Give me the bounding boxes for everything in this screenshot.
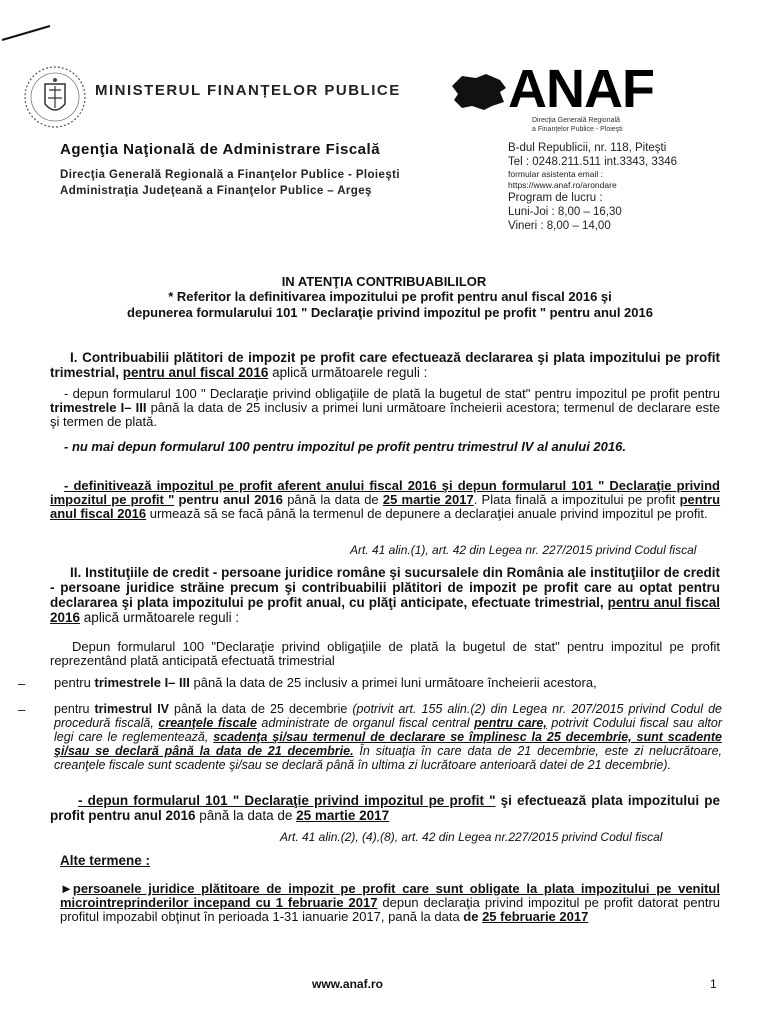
list-dash-2: –: [18, 702, 26, 717]
section2-item1-end: până la data de 25 inclusiv a primei luni următoare încheierii acestora,: [189, 675, 597, 690]
notice-subtitle: [40, 289, 740, 321]
ministry-name: MINISTERUL FINANȚELOR PUBLICE: [95, 82, 401, 99]
contact-hours-fri: Vineri : 8,00 – 14,00: [508, 220, 611, 232]
section1-p3-date: 25 martie 2017: [382, 492, 474, 507]
section2-heading-end: aplică următoarele reguli :: [80, 610, 240, 625]
triangle-bullet-icon: ►: [60, 881, 73, 896]
regional-directorate-line1: Direcţia Generală Regională a Finanţelor Publice - Ploieşti: [60, 169, 400, 181]
other-p1-underlined: persoanele juridice plătitoare de impozit pe profit care sunt obligate la plata impozitului pe venitul microintreprinderilor incepand cu 1 februarie 2017: [60, 881, 720, 910]
section2-paragraph1: Depun formularul 100 "Declaraţie privind obligaţiile de plată la bugetul de stat" pentru impozitul pe profit reprezentând plată anticipată efectuată trimestrial: [50, 639, 720, 668]
contact-phone: Tel : 0248.211.511 int.3343, 3346: [508, 156, 678, 168]
section2-item2-for-which: pentru care,: [474, 716, 547, 730]
county-administration: Administraţia Judeţeană a Finanţelor Publice – Argeş: [60, 185, 372, 197]
anaf-subtitle-line2: a Finanţelor Publice - Ploieşti: [532, 126, 623, 133]
section2-item1-bold: trimestrele I– III: [94, 675, 190, 690]
section2-item2-italic: (potrivit art. 155 alin.(2) din Legea nr. 207/2015 privind Codul de procedură fiscală,: [54, 702, 723, 730]
anaf-romania-map-icon: [448, 72, 510, 112]
section2-paragraph2: [50, 793, 720, 823]
other-deadlines-heading: Alte termene :: [60, 853, 151, 868]
coat-of-arms-seal: [20, 62, 90, 132]
anaf-subtitle: [532, 116, 623, 134]
section1-paragraph1: [50, 387, 720, 429]
notice-title: IN ATENŢIA CONTRIBUABILILOR: [281, 274, 487, 289]
agency-name: Agenţia Naţională de Administrare Fiscală: [60, 141, 381, 158]
other-p1-date: 25 februarie 2017: [482, 909, 589, 924]
section1-p1-text: - depun formularul 100 " Declaraţie privind obligaţiile de plată la bugetul de stat" pentru impozitul pe profit pentru: [64, 386, 720, 401]
section1-paragraph3: [50, 479, 720, 521]
contact-address: B-dul Republicii, nr. 118, Piteşti: [508, 142, 667, 154]
section2-item2-italic4: În situaţia în care data de 21 decembrie, este zi nelucrătoare, creanţele fiscale sunt scadente şi/sau se declară până în ultima zi lucrătoare anterioară datei de 21 decembrie).: [54, 744, 723, 772]
notice-subtitle-line2: depunerea formularului 101 " Declaraţie privind impozitul pe profit " pentru anul 2016: [127, 305, 653, 320]
section1-heading-end: aplică următoarele reguli :: [268, 365, 428, 380]
section1-p1-end: până la data de 25 inclusiv a primei luni următoare încheierii acestora; termenul de declarare este şi termen de plată.: [50, 400, 720, 429]
footer-url: www.anaf.ro: [312, 977, 383, 991]
other-p1-text: depun declaraţia privind impozitul pe profit datorat pentru profitul impozabil obţinut în perioada 1-31 ianuarie 2017, pană la data: [60, 895, 721, 924]
section1-p3-text: până la data de: [282, 492, 383, 507]
notice-subtitle-line1: * Referitor la definitivarea impozitului pe profit pentru anul fiscal 2016 şi: [168, 289, 612, 304]
section1-heading: [50, 350, 720, 380]
section2-p2-underlined: - depun formularul 101 " Declaraţie privind impozitul pe profit ": [78, 793, 496, 808]
contact-hours-mon-thu: Luni-Joi : 8,00 – 16,30: [508, 206, 622, 218]
other-p1-bold: de: [463, 909, 483, 924]
section2-item1: [54, 676, 722, 690]
section2-heading: [50, 565, 720, 625]
section2-item2: [54, 702, 722, 772]
section2-item2-italic2: administrate de organul fiscal central: [256, 716, 475, 730]
section2-heading-underlined: pentru anul fiscal 2016: [50, 595, 720, 625]
section1-heading-text: I. Contribuabilii plătitori de impozit pe profit care efectuează declararea şi plata impozitului pe profit trimestrial,: [50, 350, 720, 380]
section2-item2-text2: până la data de 25 decembrie: [169, 702, 353, 716]
regional-directorate: [60, 167, 400, 199]
section2-item2-bold: trimestrul IV: [94, 702, 170, 716]
section1-citation: Art. 41 alin.(1), art. 42 din Legea nr. 227/2015 privind Codul fiscal: [350, 543, 697, 557]
contact-block: [508, 141, 677, 233]
section1-p3-end: urmează să se facă până la termenul de depunere a declaraţiei anuale privind impozitul pe profit.: [146, 506, 708, 521]
section2-item2-deadline: scadenţa şi/sau termenul de declarare se împlinesc la 25 decembrie, sunt scadente şi/sau se declară până la data de 21 decembrie.: [54, 730, 722, 758]
other-deadlines-paragraph: [60, 882, 720, 924]
section2-p2-date: 25 martie 2017: [296, 808, 390, 823]
contact-email-label: formular asistenta email :: [508, 169, 603, 179]
section2-item2-italic3: potrivit Codului fiscal sau altor legi care le reglementează,: [54, 716, 722, 744]
contact-program-label: Program de lucru :: [508, 192, 603, 204]
section1-p1-bold: trimestrele I– III: [50, 400, 147, 415]
section1-p3-underlined: - definitivează impozitul pe profit aferent anului fiscal 2016 şi depun formularul 101 " Declaraţie privind impozitul pe profit ": [50, 478, 720, 507]
section2-p2-bold: şi efectuează plata impozitului pe profit pentru anul 2016: [50, 793, 720, 823]
section2-item2-text: pentru: [54, 702, 95, 716]
section1-paragraph2: - nu mai depun formularul 100 pentru impozitul pe profit pentru trimestrul IV al anului 2016.: [64, 439, 626, 454]
section1-p3-bold: pentru anul 2016: [174, 492, 283, 507]
section1-p3-year: pentru anul fiscal 2016: [50, 492, 721, 521]
section1-heading-underlined: pentru anul fiscal 2016: [122, 365, 269, 380]
anaf-subtitle-line1: Direcţia Generală Regională: [532, 117, 620, 124]
section2-item1-text: pentru: [54, 675, 95, 690]
scan-mark: [0, 22, 60, 42]
section2-heading-text: II. Instituţiile de credit - persoane juridice române şi sucursalele din România ale instituţiilor de credit - persoane juridice străine precum şi contribuabilii plătitori de impozit pe profit care au optat pentru declararea şi plata impozitului pe profit anual, cu plăţi anticipate, efectuate trimestrial,: [50, 565, 720, 610]
list-dash-1: –: [18, 676, 26, 691]
page-number: 1: [710, 977, 717, 991]
section2-p2-text: până la data de: [195, 808, 297, 823]
section1-p3-text2: . Plata finală a impozitului pe profit: [473, 492, 680, 507]
anaf-logo: ANAF: [508, 59, 654, 119]
section2-citation: Art. 41 alin.(2), (4),(8), art. 42 din Legea nr.227/2015 privind Codul fiscal: [280, 830, 663, 844]
contact-email-url: https://www.anaf.ro/arondare: [508, 180, 617, 190]
section2-item2-claims: creanţele fiscale: [158, 716, 257, 730]
